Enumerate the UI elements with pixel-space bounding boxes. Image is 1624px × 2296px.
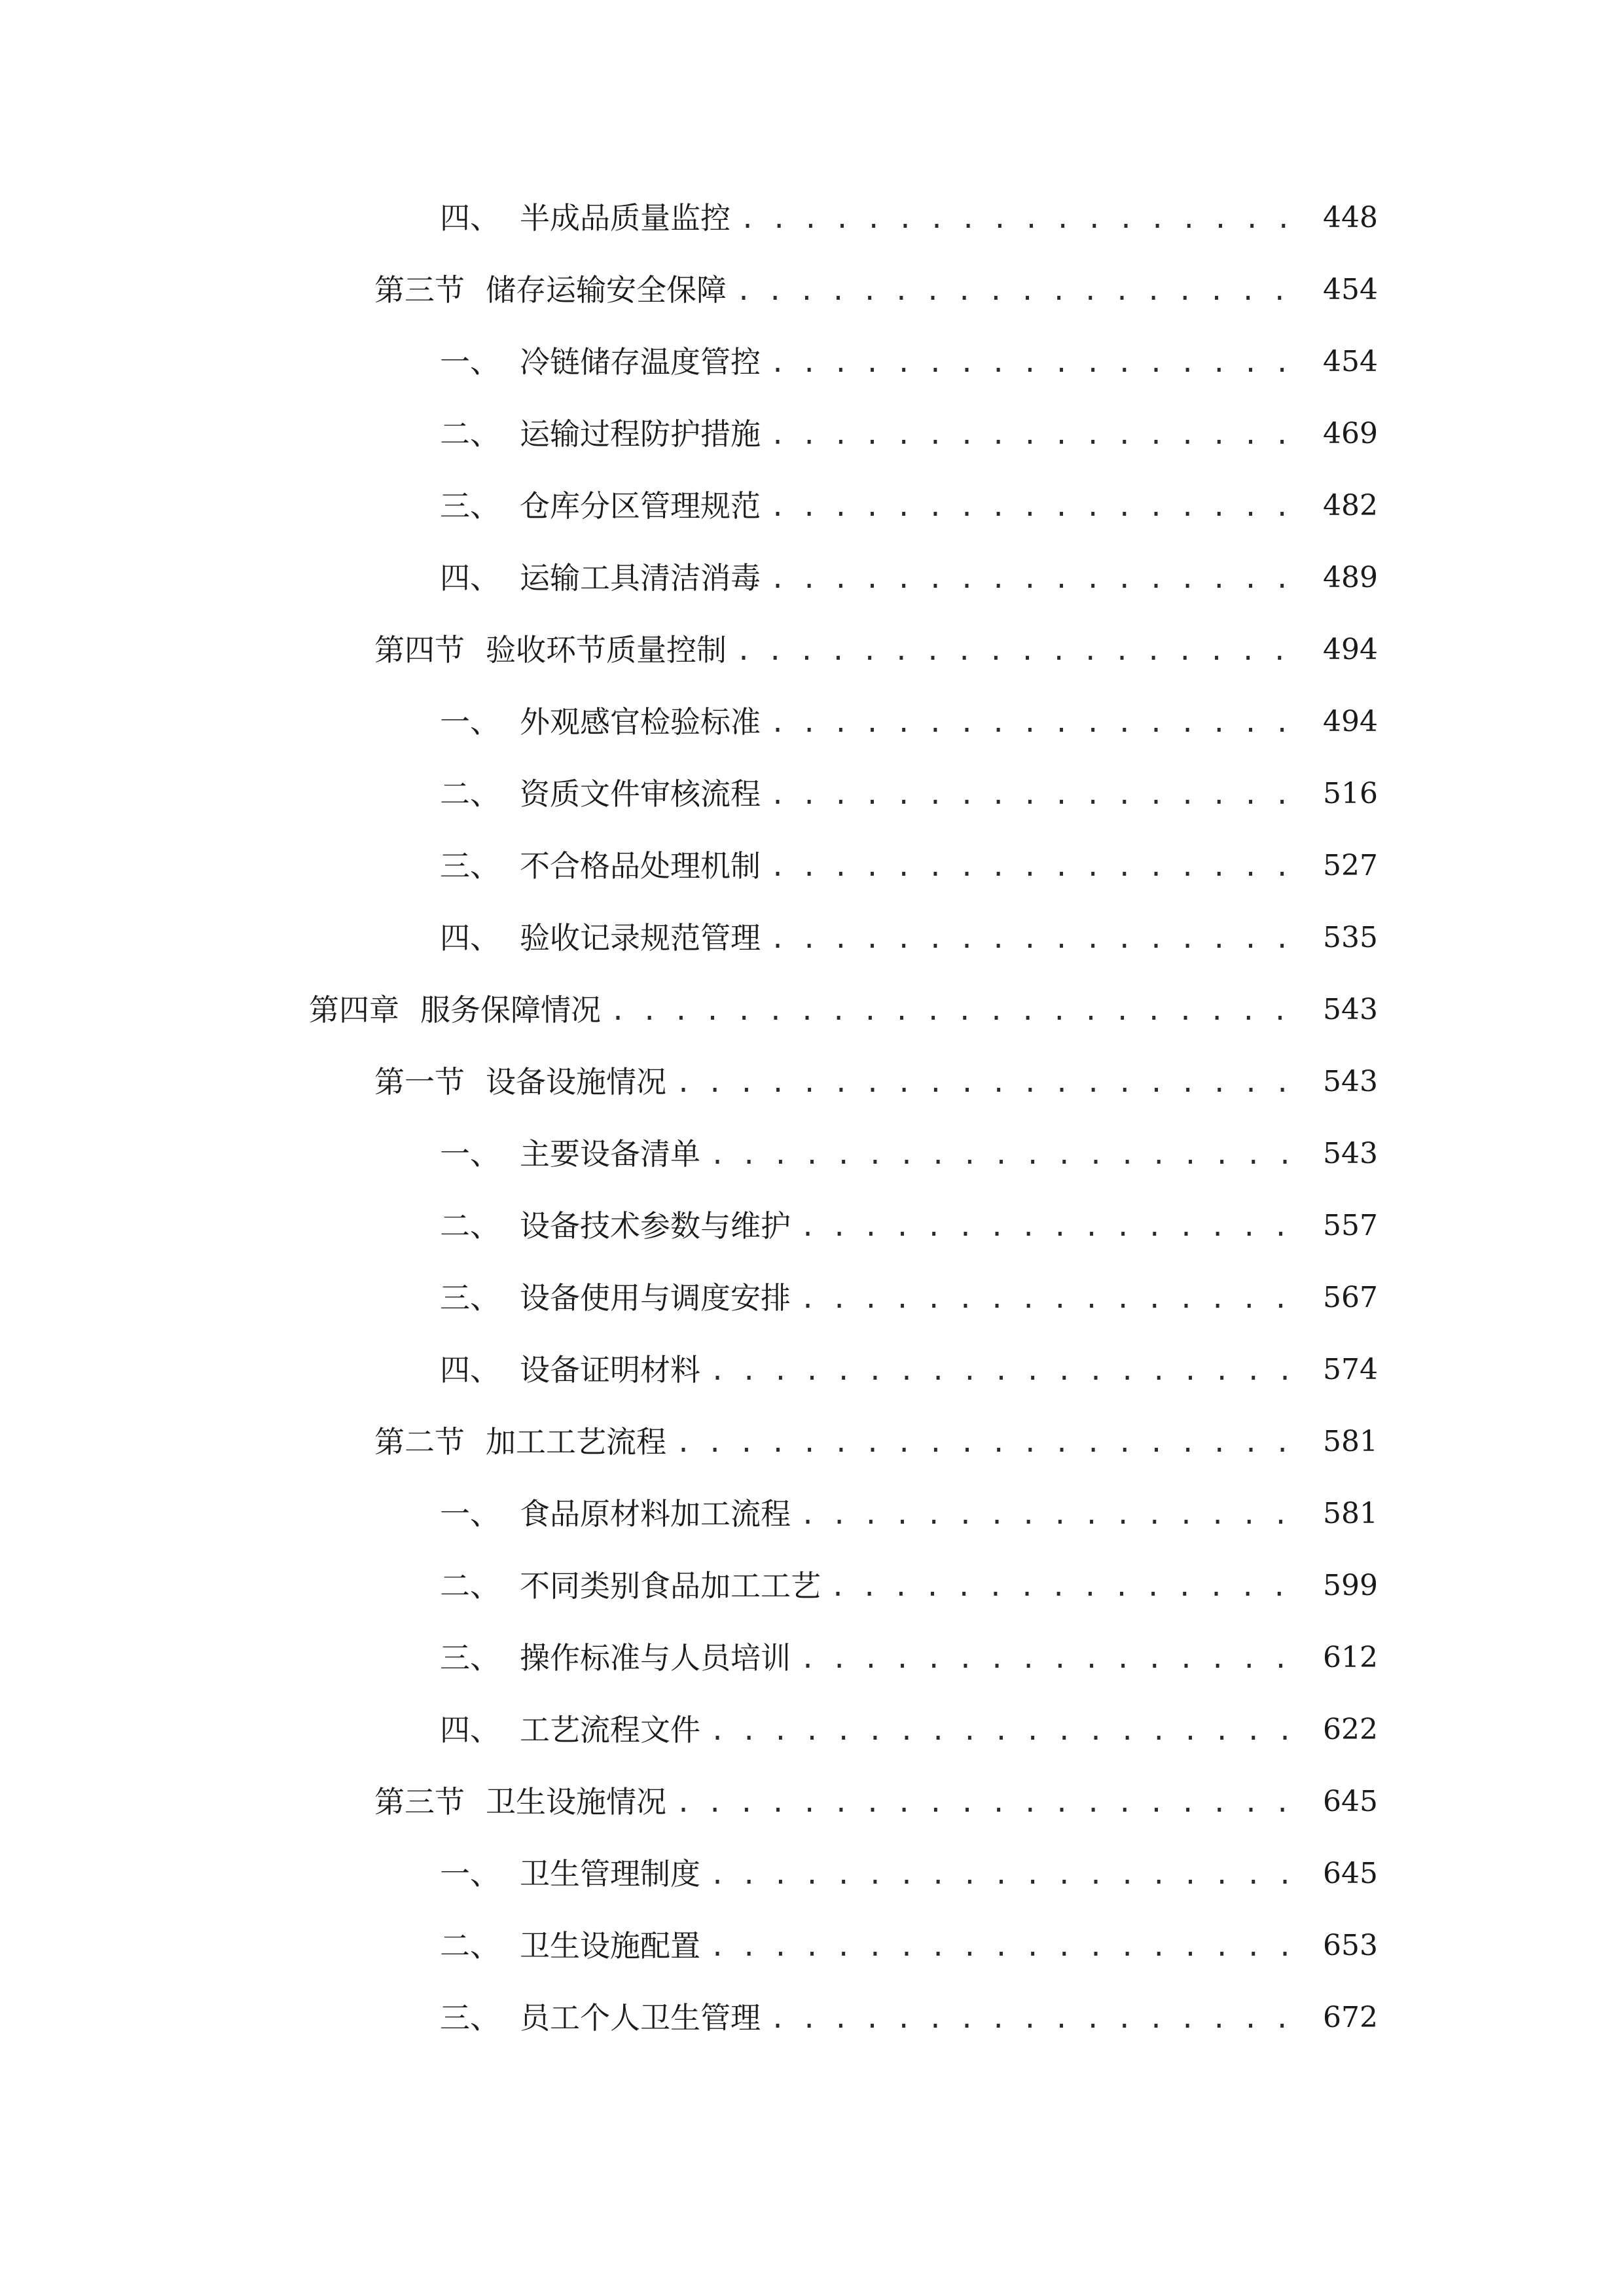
toc-entry-page: 454: [1323, 273, 1378, 306]
toc-dot-leader: [770, 340, 1308, 386]
toc-entry[interactable]: [440, 1275, 1378, 1321]
toc-entry-title: 储存运输安全保障: [486, 272, 727, 308]
toc-entry-title: 冷链储存温度管控: [520, 344, 761, 380]
toc-entry-title: 设备使用与调度安排: [520, 1280, 791, 1316]
toc-entry-number: 三、: [440, 848, 500, 884]
toc-entry-title: 设备技术参数与维护: [520, 1208, 791, 1244]
toc-entry-page: 482: [1323, 489, 1378, 522]
toc-dot-leader: [710, 1924, 1308, 1970]
toc-entry-number: 一、: [440, 344, 500, 380]
toc-entry[interactable]: [374, 267, 1378, 313]
toc-dot-leader: [770, 412, 1308, 458]
toc-entry[interactable]: [440, 1131, 1378, 1177]
toc-entry-title: 操作标准与人员培训: [520, 1640, 791, 1676]
toc-entry-title: 仓库分区管理规范: [520, 488, 761, 524]
toc-entry[interactable]: [374, 1419, 1378, 1465]
toc-entry-page: 543: [1323, 1137, 1378, 1170]
toc-entry-number: 三、: [440, 1280, 500, 1316]
toc-dot-leader: [740, 196, 1308, 242]
toc-dot-leader: [830, 1564, 1308, 1610]
toc-dot-leader: [770, 844, 1308, 890]
toc-entry-page: 494: [1323, 705, 1378, 738]
toc-dot-leader: [770, 700, 1308, 746]
toc-entry[interactable]: [440, 1491, 1378, 1537]
toc-dot-leader: [676, 1060, 1308, 1106]
toc-entry-page: 622: [1323, 1713, 1378, 1746]
toc-entry-number: 第二节: [374, 1424, 465, 1460]
toc-entry-title: 食品原材料加工流程: [520, 1496, 791, 1532]
toc-entry-page: 672: [1323, 2001, 1378, 2034]
toc-dot-leader: [800, 1276, 1308, 1322]
toc-entry-page: 653: [1323, 1929, 1378, 1962]
toc-entry[interactable]: [440, 1995, 1378, 2041]
toc-entry-page: 645: [1323, 1857, 1378, 1890]
toc-dot-leader: [770, 772, 1308, 818]
toc-entry-number: 第一节: [374, 1064, 465, 1100]
toc-entry-title: 工艺流程文件: [520, 1712, 700, 1748]
toc-entry-number: 第四节: [374, 632, 465, 668]
toc-entry[interactable]: [440, 483, 1378, 529]
toc-entry-page: 543: [1323, 1065, 1378, 1098]
toc-entry-number: 二、: [440, 1568, 500, 1604]
toc-entry-page: 454: [1323, 345, 1378, 378]
toc-entry-number: 四、: [440, 920, 500, 956]
toc-dot-leader: [770, 484, 1308, 530]
toc-entry-page: 469: [1323, 417, 1378, 450]
toc-entry[interactable]: [440, 1707, 1378, 1753]
toc-entry-number: 第三节: [374, 272, 465, 308]
toc-dot-leader: [610, 988, 1308, 1034]
toc-dot-leader: [710, 1348, 1308, 1394]
toc-entry[interactable]: [440, 339, 1378, 385]
toc-entry-number: 三、: [440, 2000, 500, 2036]
toc-dot-leader: [710, 1708, 1308, 1754]
toc-entry-title: 主要设备清单: [520, 1136, 700, 1172]
toc-entry-page: 645: [1323, 1785, 1378, 1818]
toc-entry[interactable]: [440, 915, 1378, 961]
toc-dot-leader: [770, 916, 1308, 962]
toc-dot-leader: [676, 1420, 1308, 1466]
toc-entry[interactable]: [374, 1059, 1378, 1105]
toc-entry-page: 516: [1323, 777, 1378, 810]
toc-entry-page: 448: [1323, 201, 1378, 234]
toc-entry[interactable]: [440, 195, 1378, 241]
toc-entry-page: 567: [1323, 1281, 1378, 1314]
toc-entry-page: 599: [1323, 1569, 1378, 1602]
toc-entry[interactable]: [440, 771, 1378, 817]
toc-entry-number: 三、: [440, 1640, 500, 1676]
toc-entry-title: 卫生设施情况: [486, 1784, 666, 1820]
toc-entry-title: 服务保障情况: [420, 992, 601, 1028]
toc-entry-title: 验收环节质量控制: [486, 632, 727, 668]
toc-entry[interactable]: [440, 1347, 1378, 1393]
toc-entry-title: 不合格品处理机制: [520, 848, 761, 884]
toc-dot-leader: [800, 1636, 1308, 1682]
toc-entry-title: 员工个人卫生管理: [520, 2000, 761, 2036]
toc-entry-title: 运输过程防护措施: [520, 416, 761, 452]
toc-entry-number: 一、: [440, 1856, 500, 1892]
toc-entry-number: 三、: [440, 488, 500, 524]
toc-dot-leader: [770, 556, 1308, 602]
toc-entry[interactable]: [440, 1563, 1378, 1609]
toc-dot-leader: [710, 1132, 1308, 1178]
toc-entry-page: 612: [1323, 1641, 1378, 1674]
toc-entry-number: 四、: [440, 1712, 500, 1748]
toc-entry[interactable]: [440, 1203, 1378, 1249]
toc-entry-number: 二、: [440, 1928, 500, 1964]
toc-entry-page: 543: [1323, 993, 1378, 1026]
toc-entry-number: 第三节: [374, 1784, 465, 1820]
toc-entry-title: 卫生管理制度: [520, 1856, 700, 1892]
toc-entry[interactable]: [440, 555, 1378, 601]
toc-entry-page: 494: [1323, 633, 1378, 666]
toc-entry-page: 581: [1323, 1497, 1378, 1530]
toc-dot-leader: [800, 1492, 1308, 1538]
toc-entry-title: 设备证明材料: [520, 1352, 700, 1388]
toc-entry-number: 四、: [440, 560, 500, 596]
toc-entry-number: 一、: [440, 1496, 500, 1532]
toc-entry-number: 一、: [440, 704, 500, 740]
toc-entry-number: 四、: [440, 1352, 500, 1388]
toc-entry[interactable]: [374, 1779, 1378, 1825]
toc-entry-page: 535: [1323, 921, 1378, 954]
toc-entry-number: 一、: [440, 1136, 500, 1172]
toc-entry[interactable]: [309, 987, 1378, 1033]
toc-entry[interactable]: [440, 1851, 1378, 1897]
toc-entry[interactable]: [374, 627, 1378, 673]
toc-entry-title: 不同类别食品加工工艺: [520, 1568, 821, 1604]
toc-entry-page: 527: [1323, 849, 1378, 882]
toc-entry-title: 半成品质量监控: [520, 200, 731, 236]
toc-entry[interactable]: [440, 411, 1378, 457]
toc-entry-page: 557: [1323, 1209, 1378, 1242]
toc-entry-title: 验收记录规范管理: [520, 920, 761, 956]
toc-entry-page: 489: [1323, 561, 1378, 594]
toc-entry-number: 二、: [440, 416, 500, 452]
toc-dot-leader: [736, 268, 1308, 314]
toc-dot-leader: [800, 1204, 1308, 1250]
toc-entry-title: 卫生设施配置: [520, 1928, 700, 1964]
toc-entry[interactable]: [440, 843, 1378, 889]
toc-entry-title: 资质文件审核流程: [520, 776, 761, 812]
toc-dot-leader: [736, 628, 1308, 674]
toc-dot-leader: [710, 1852, 1308, 1898]
toc-dot-leader: [676, 1780, 1308, 1826]
toc-entry-page: 574: [1323, 1353, 1378, 1386]
toc-entry-number: 四、: [440, 200, 500, 236]
toc-entry[interactable]: [440, 699, 1378, 745]
toc-entry-title: 加工工艺流程: [486, 1424, 666, 1460]
toc-dot-leader: [770, 1996, 1308, 2042]
toc-entry[interactable]: [440, 1635, 1378, 1681]
toc-entry-title: 外观感官检验标准: [520, 704, 761, 740]
toc-entry-number: 二、: [440, 776, 500, 812]
toc-entry-number: 二、: [440, 1208, 500, 1244]
toc-entry-page: 581: [1323, 1425, 1378, 1458]
toc-entry-number: 第四章: [309, 992, 399, 1028]
toc-entry[interactable]: [440, 1923, 1378, 1969]
toc-entry-title: 运输工具清洁消毒: [520, 560, 761, 596]
toc-entry-title: 设备设施情况: [486, 1064, 666, 1100]
